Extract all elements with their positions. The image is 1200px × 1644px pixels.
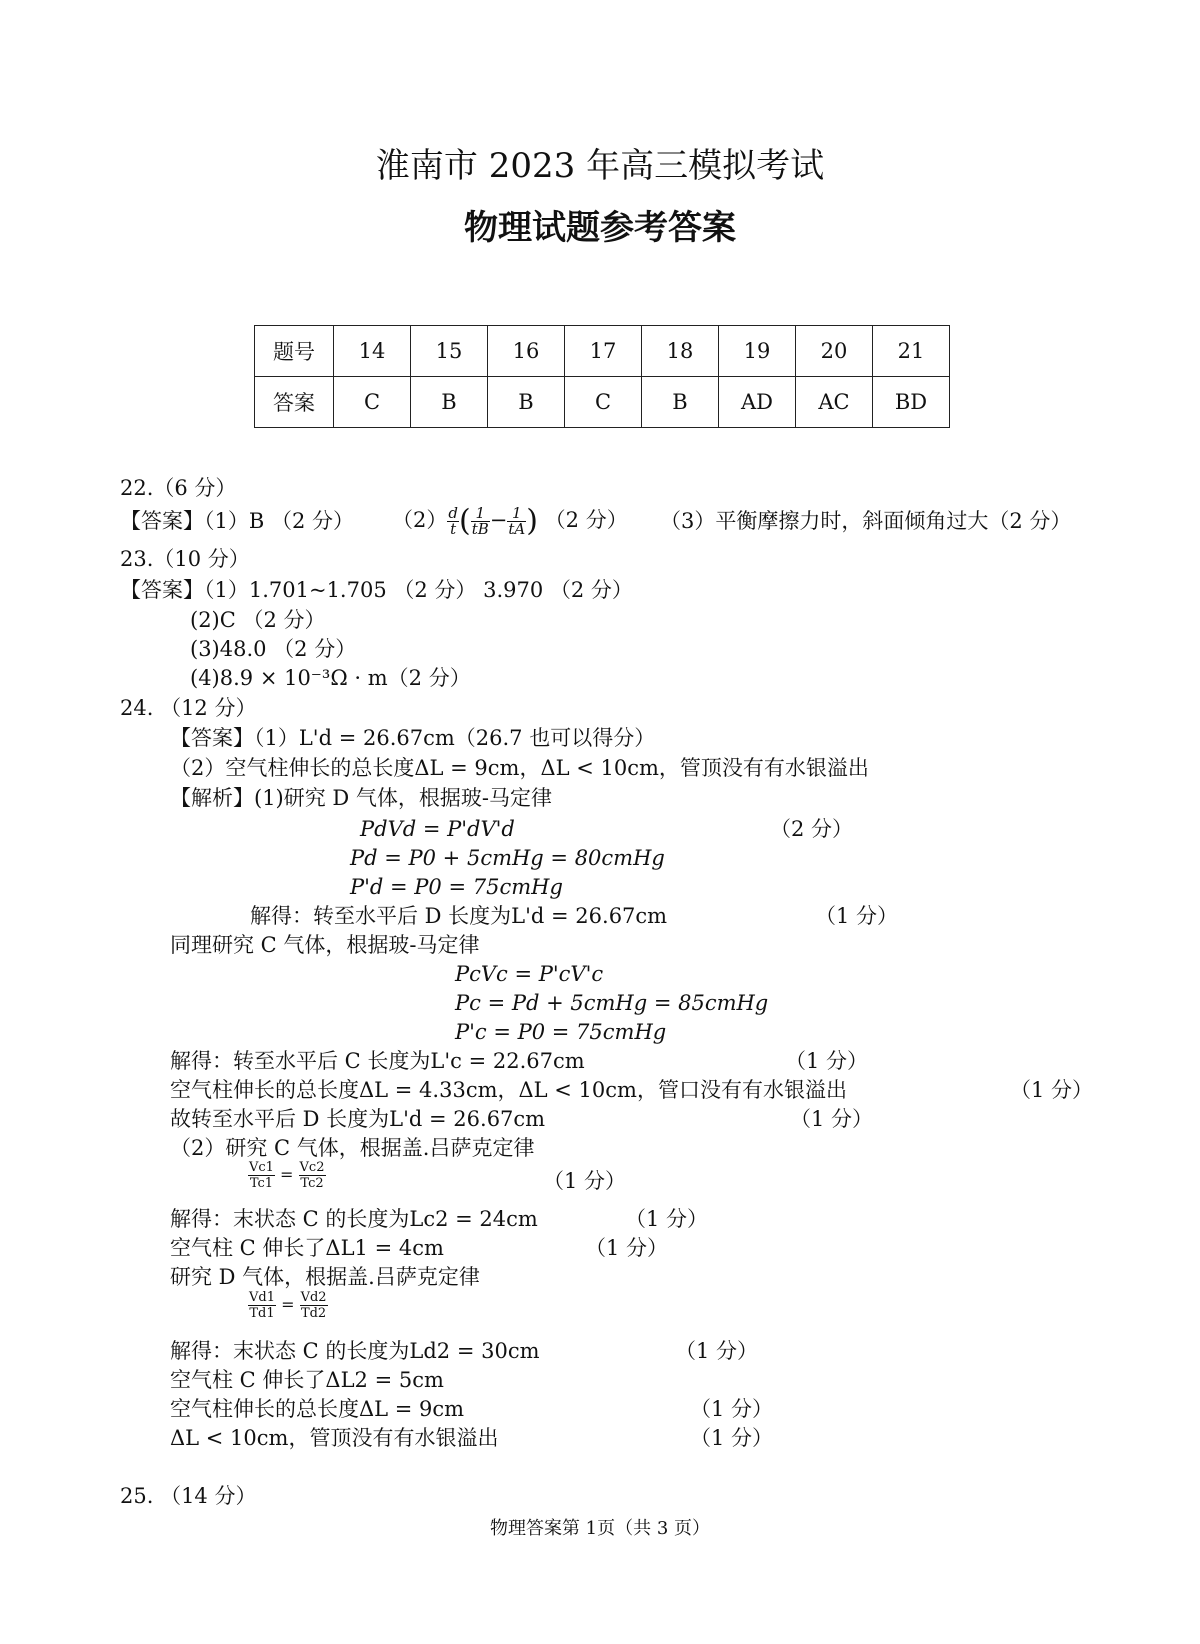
table-cell: BD (873, 377, 950, 428)
table-cell: AD (719, 377, 796, 428)
table-cell: 19 (719, 326, 796, 377)
q23-line-1: 【答案】（1）1.701~1.705 （2 分） 3.970 （2 分） (120, 578, 633, 602)
q24-answer-2: （2）空气柱伸长的总长度ΔL = 9cm，ΔL < 10cm，管顶没有有水银溢出 (170, 756, 869, 780)
table-cell: B (488, 377, 565, 428)
fraction-1-over-tA: $\frac{1}{tA}$ (508, 504, 526, 538)
q22-answer-part2: （2） $\frac{d}{t}$ ( $\frac{1}{tB}$ − $\frac{1}{tA}$ ) （2 分） (392, 503, 628, 539)
q22-heading: 22.（6 分） (120, 476, 237, 500)
equation-2: Pd = P0 + 5cmHg = 80cmHg (350, 846, 665, 870)
table-header-cell: 题号 (255, 326, 334, 377)
gay-lussac-equation-c: $\frac{Vc1}{Tc1}$ = $\frac{Vc2}{Tc2}$ (249, 1160, 325, 1191)
q23-heading: 23.（10 分） (120, 547, 250, 571)
equation-5: Pc = Pd + 5cmHg = 85cmHg (455, 991, 769, 1015)
q23-line-3: (3)48.0 （2 分） (190, 637, 357, 661)
score: （1 分） (815, 904, 899, 928)
table-cell: 15 (411, 326, 488, 377)
result-6: 空气柱 C 伸长了ΔL1 = 4cm (170, 1236, 444, 1260)
page-footer: 物理答案第 1页（共 3 页） (489, 1518, 711, 1539)
q23-line-4: (4)8.9 × 10⁻³Ω · m（2 分） (190, 666, 471, 690)
result-10: 空气柱伸长的总长度ΔL = 9cm (170, 1397, 465, 1421)
q22-answer-part1: 【答案】（1）B （2 分） (120, 509, 355, 533)
table-cell: 20 (796, 326, 873, 377)
result-2: 解得：转至水平后 C 长度为L'c = 22.67cm (170, 1049, 585, 1073)
score: （1 分） (625, 1207, 709, 1231)
q24-answer-1: 【答案】（1）L'd = 26.67cm（26.7 也可以得分） (170, 726, 656, 750)
table-cell: 16 (488, 326, 565, 377)
table-cell: 18 (642, 326, 719, 377)
result-11: ΔL < 10cm，管顶没有有水银溢出 (170, 1426, 499, 1450)
table-cell: C (334, 377, 411, 428)
minus-sign: − (489, 508, 508, 532)
q24-solution-1: 【解析】(1)研究 D 气体，根据玻-马定律 (170, 786, 553, 810)
table-row (255, 377, 950, 428)
table-cell: B (411, 377, 488, 428)
score: （1 分） (675, 1339, 759, 1363)
answer-table (254, 325, 950, 428)
part-2-intro: （2）研究 C 气体，根据盖.吕萨克定律 (170, 1136, 535, 1160)
q22-answer-part3: （3）平衡摩擦力时，斜面倾角过大（2 分） (660, 509, 1072, 533)
result-7: 研究 D 气体，根据盖.吕萨克定律 (170, 1265, 480, 1289)
q23-line-2: (2)C （2 分） (190, 608, 326, 632)
q24-heading: 24. （12 分） (120, 696, 257, 720)
result-4: 故转至水平后 D 长度为L'd = 26.67cm (170, 1107, 546, 1131)
result-5: 解得：末状态 C 的长度为Lc2 = 24cm (170, 1207, 538, 1231)
table-cell: B (642, 377, 719, 428)
score: （1 分） (690, 1426, 774, 1450)
equation-3: P'd = P0 = 75cmHg (350, 875, 563, 899)
score: （1 分） (1010, 1078, 1094, 1102)
fraction-1-over-tB: $\frac{1}{tB}$ (471, 504, 489, 538)
part-label: （2） (392, 508, 448, 532)
table-row (255, 326, 950, 377)
score: （1 分） (790, 1107, 874, 1131)
equation-1: PdVd = P'dV'd (360, 817, 515, 841)
score: （1 分） (543, 1169, 627, 1193)
equation-6: P'c = P0 = 75cmHg (455, 1020, 667, 1044)
result-8: 解得：末状态 C 的长度为Ld2 = 30cm (170, 1339, 540, 1363)
page-subtitle: 物理试题参考答案 (464, 208, 736, 248)
result-3: 空气柱伸长的总长度ΔL = 4.33cm，ΔL < 10cm，管口没有有水银溢出 (170, 1078, 847, 1102)
score: （1 分） (585, 1236, 669, 1260)
equation-4: PcVc = P'cV'c (455, 962, 604, 986)
score: （1 分） (690, 1397, 774, 1421)
gay-lussac-equation-d: $\frac{Vd1}{Td1}$ = $\frac{Vd2}{Td2}$ (249, 1290, 327, 1321)
page-title: 淮南市 2023 年高三模拟考试 (375, 146, 825, 186)
q22-score-2: （2 分） (544, 508, 628, 532)
q25-heading: 25. （14 分） (120, 1484, 257, 1508)
table-cell: 17 (565, 326, 642, 377)
same-method-line: 同理研究 C 气体，根据玻-马定律 (170, 933, 480, 957)
table-header-cell: 答案 (255, 377, 334, 428)
table-cell: AC (796, 377, 873, 428)
result-9: 空气柱 C 伸长了ΔL2 = 5cm (170, 1368, 444, 1392)
table-cell: 14 (334, 326, 411, 377)
table-cell: 21 (873, 326, 950, 377)
fraction-d-over-t: $\frac{d}{t}$ (448, 504, 458, 538)
score: （2 分） (770, 817, 854, 841)
table-cell: C (565, 377, 642, 428)
score: （1 分） (785, 1049, 869, 1073)
result-1: 解得：转至水平后 D 长度为L'd = 26.67cm (250, 904, 668, 928)
